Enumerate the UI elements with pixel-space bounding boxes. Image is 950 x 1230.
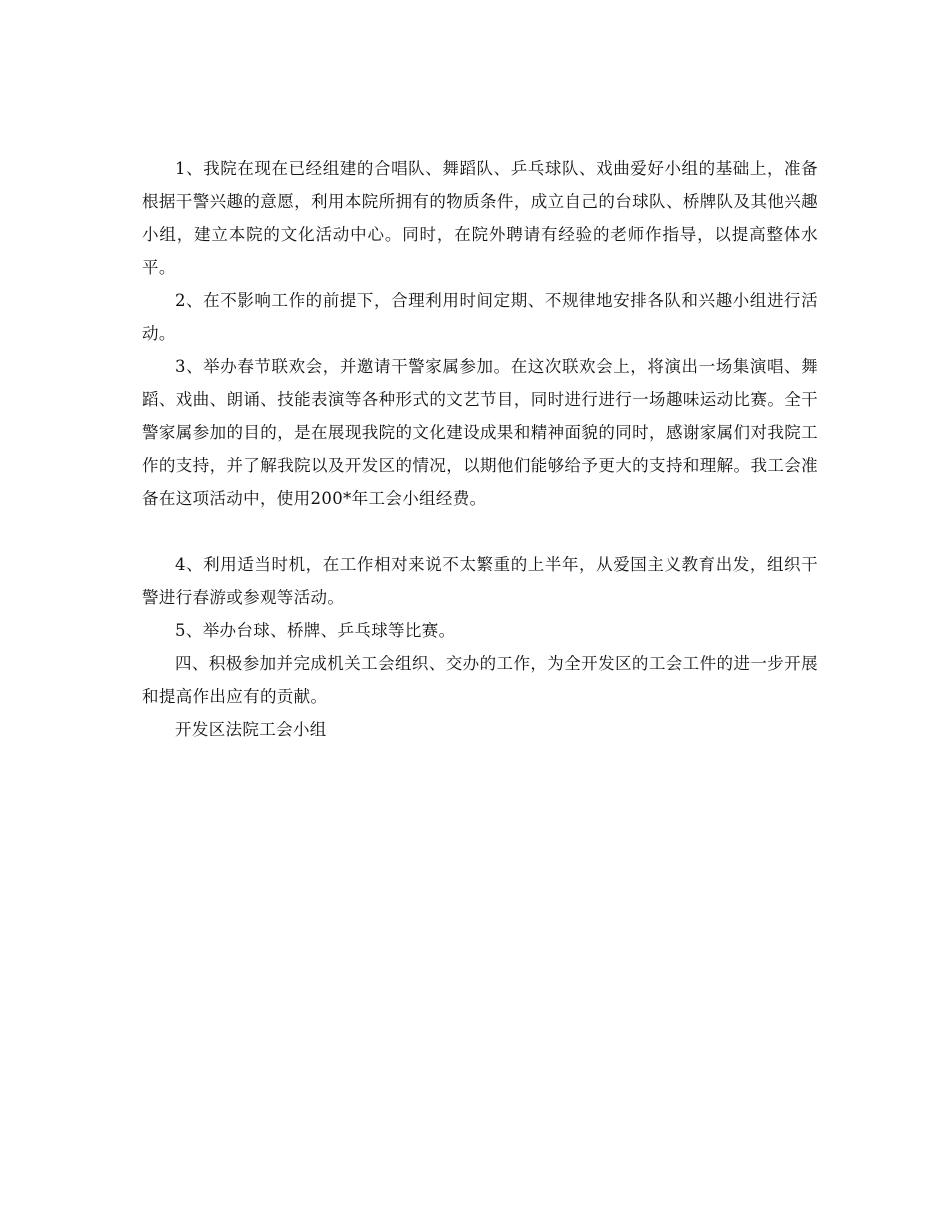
paragraph-item-5: 5、举办台球、桥牌、乒乓球等比赛。: [175, 621, 456, 640]
paragraph-item-1: 1、我院在现在已经组建的合唱队、舞蹈队、乒乓球队、戏曲爱好小组的基础上，准备根据干警兴趣的意愿，利用本院所拥有的物质条件，成立自己的台球队、桥牌队及其他兴趣小组，建立本院的文化活动中心。同时，在院外聘请有经验的老师作指导，以提高整体水平。: [142, 159, 818, 277]
signature-line: 开发区法院工会小组: [175, 720, 327, 739]
paragraph-item-3: 3、举办春节联欢会，并邀请干警家属参加。在这次联欢会上，将演出一场集演唱、舞蹈、戏曲、朗诵、技能表演等各种形式的文艺节目，同时进行进行一场趣味运动比赛。全干警家属参加的目的，是在展现我院的文化建设成果和精神面貌的同时，感谢家属们对我院工作的支持，并了解我院以及开发区的情况，以期他们能够给予更大的支持和理解。我工会准备在这项活动中，使用200*年工会小组经费。: [142, 357, 818, 508]
paragraph-spacer: [142, 515, 818, 548]
paragraph-section-four: 四、积极参加并完成机关工会组织、交办的工作，为全开发区的工会工件的进一步开展和提高作出应有的贡献。: [142, 654, 818, 706]
paragraph-item-4: 4、利用适当时机，在工作相对来说不太繁重的上半年，从爱国主义教育出发，组织干警进行春游或参观等活动。: [142, 555, 818, 607]
paragraph-item-2: 2、在不影响工作的前提下，合理利用时间定期、不规律地安排各队和兴趣小组进行活动。: [142, 291, 818, 343]
document-body: [142, 152, 818, 746]
